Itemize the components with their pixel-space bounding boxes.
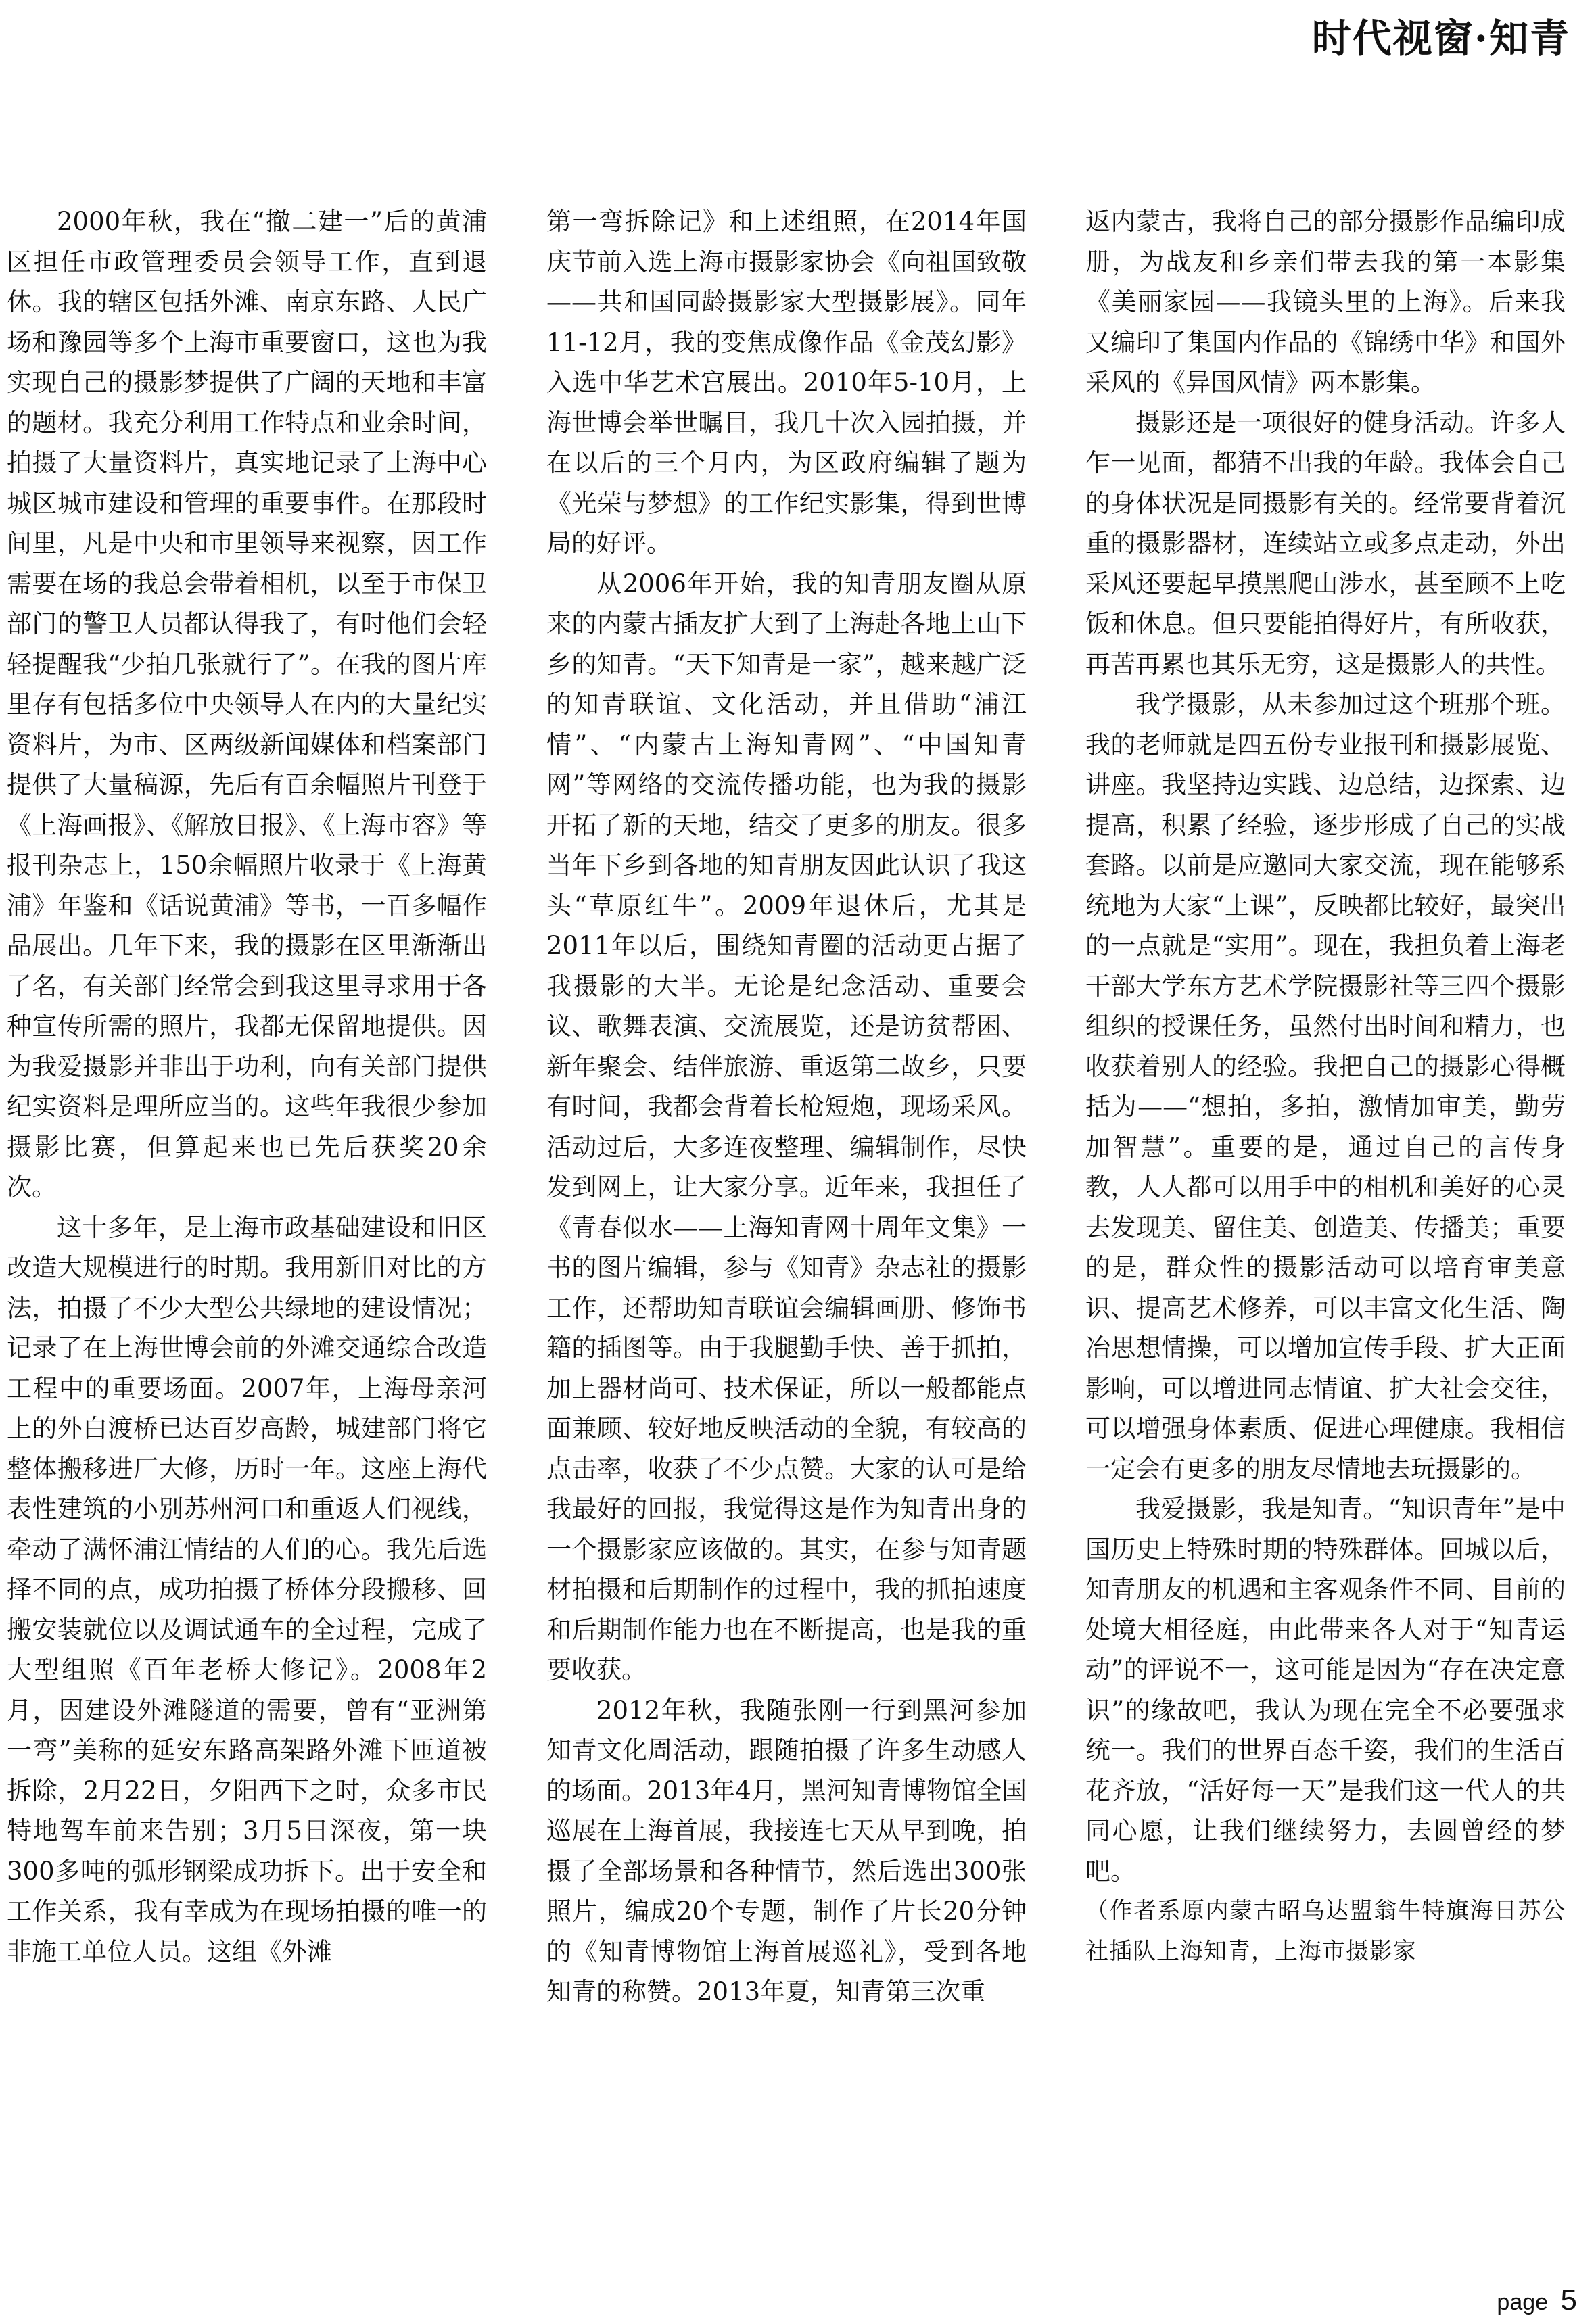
paragraph: 2000年秋，我在“撤二建一”后的黄浦区担任市政管理委员会领导工作，直到退休。我的辖区包括外滩、南京东路、人民广场和豫园等多个上海市重要窗口，这也为我实现自己的摄影梦提供了广阔的天地和丰富的题材。我充分利用工作特点和业余时间，拍摄了大量资料片，真实地记录了上海中心城区城市建设和管理的重要事件。在那段时间里，凡是中央和市里领导来视察，因工作需要在场的我总会带着相机，以至于市保卫部门的警卫人员都认得我了，有时他们会轻轻提醒我“少拍几张就行了”。在我的图片库里存有包括多位中央领导人在内的大量纪实资料片，为市、区两级新闻媒体和档案部门提供了大量稿源，先后有百余幅照片刊登于《上海画报》、《解放日报》、《上海市容》等报刊杂志上，150余幅照片收录于《上海黄浦》年鉴和《话说黄浦》等书，一百多幅作品展出。几年下来，我的摄影在区里渐渐出了名，有关部门经常会到我这里寻求用于各种宣传所需的照片，我都无保留地提供。因为我爱摄影并非出于功利，向有关部门提供纪实资料是理所应当的。这些年我很少参加摄影比赛，但算起来也已先后获奖20余次。: [7, 207, 487, 1202]
paragraph: 我学摄影，从未参加过这个班那个班。我的老师就是四五份专业报刊和摄影展览、讲座。我坚持边实践、边总结，边探索、边提高，积累了经验，逐步形成了自己的实战套路。以前是应邀同大家交流，现在能够系统地为大家“上课”，反映都比较好，最突出的一点就是“实用”。现在，我担负着上海老干部大学东方艺术学院摄影社等三四个摄影组织的授课任务，虽然付出时间和精力，也收获着别人的经验。我把自己的摄影心得概括为——“想拍，多拍，激情加审美，勤劳加智慧”。重要的是，通过自己的言传身教，人人都可以用手中的相机和美好的心灵去发现美、留住美、创造美、传播美；重要的是，群众性的摄影活动可以培育审美意识、提高艺术修养，可以丰富文化生活、陶冶思想情操，可以增加宣传手段、扩大正面影响，可以增进同志情谊、扩大社会交往，可以增强身体素质、促进心理健康。我相信一定会有更多的朋友尽情地去玩摄影的。: [1085, 690, 1566, 1484]
paragraph-continued: 返内蒙古，我将自己的部分摄影作品编印成册，为战友和乡亲们带去我的第一本影集《美丽家园——我镜头里的上海》。后来我又编印了集国内作品的《锦绣中华》和国外采风的《异国风情》两本影集。: [1085, 207, 1566, 397]
paragraph-continued: 第一弯拆除记》和上述组照，在2014年国庆节前入选上海市摄影家协会《向祖国致敬——共和国同龄摄影家大型摄影展》。同年11-12月，我的变焦成像作品《金茂幻影》入选中华艺术宫展出。2010年5-10月，上海世博会举世瞩目，我几十次入园拍摄，并在以后的三个月内，为区政府编辑了题为《光荣与梦想》的工作纪实影集，得到世博局的好评。: [546, 207, 1027, 558]
page-number: 5: [1560, 2283, 1577, 2317]
paragraph: 这十多年，是上海市政基础建设和旧区改造大规模进行的时期。我用新旧对比的方法，拍摄了不少大型公共绿地的建设情况；记录了在上海世博会前的外滩交通综合改造工程中的重要场面。2007年，上海母亲河上的外白渡桥已达百岁高龄，城建部门将它整体搬移进厂大修，历时一年。这座上海代表性建筑的小别苏州河口和重返人们视线，牵动了满怀浦江情结的人们的心。我先后选择不同的点，成功拍摄了桥体分段搬移、回搬安装就位以及调试通车的全过程，完成了大型组照《百年老桥大修记》。2008年2月，因建设外滩隧道的需要，曾有“亚洲第一弯”美称的延安东路高架路外滩下匝道被拆除，2月22日，夕阳西下之时，众多市民特地驾车前来告别；3月5日深夜，第一块300多吨的弧形钢梁成功拆下。出于安全和工作关系，我有幸成为在现场拍摄的唯一的非施工单位人员。这组《外滩: [7, 1212, 487, 1966]
paragraph: 我爱摄影，我是知青。“知识青年”是中国历史上特殊时期的特殊群体。回城以后，知青朋友的机遇和主客观条件不同、目前的处境大相径庭，由此带来各人对于“知青运动”的评说不一，这可能是因为“存在决定意识”的缘故吧，我认为现在完全不必要强求统一。我们的世界百态千姿，我们的生活百花齐放，“活好每一天”是我们这一代人的共同心愿，让我们继续努力，去圆曾经的梦吧。: [1085, 1494, 1566, 1886]
text-column-3: [1085, 201, 1566, 1972]
paragraph: 2012年秋，我随张刚一行到黑河参加知青文化周活动，跟随拍摄了许多生动感人的场面。2013年4月，黑河知青博物馆全国巡展在上海首展，我接连七天从早到晚，拍摄了全部场景和各种情节，然后选出300张照片，编成20个专题，制作了片长20分钟的《知青博物馆上海首展巡礼》，受到各地知青的称赞。2013年夏，知青第三次重: [546, 1695, 1027, 2006]
paragraph: 从2006年开始，我的知青朋友圈从原来的内蒙古插友扩大到了上海赴各地上山下乡的知青。“天下知青是一家”，越来越广泛的知青联谊、文化活动，并且借助“浦江情”、“内蒙古上海知青网”、“中国知青网”等网络的交流传播功能，也为我的摄影开拓了新的天地，结交了更多的朋友。很多当年下乡到各地的知青朋友因此认识了我这头“草原红牛”。2009年退休后，尤其是2011年以后，围绕知青圈的活动更占据了我摄影的大半。无论是纪念活动、重要会议、歌舞表演、交流展览，还是访贫帮困、新年聚会、结伴旅游、重返第二故乡，只要有时间，我都会背着长枪短炮，现场采风。活动过后，大多连夜整理、编辑制作，尽快发到网上，让大家分享。近年来，我担任了《青春似水——上海知青网十周年文集》一书的图片编辑，参与《知青》杂志社的摄影工作，还帮助知青联谊会编辑画册、修饰书籍的插图等。由于我腿勤手快、善于抓拍，加上器材尚可、技术保证，所以一般都能点面兼顾、较好地反映活动的全貌，有较高的点击率，收获了不少点赞。大家的认可是给我最好的回报，我觉得这是作为知青出身的一个摄影家应该做的。其实，在参与知青题材拍摄和后期制作的过程中，我的抓拍速度和后期制作能力也在不断提高，也是我的重要收获。: [546, 569, 1027, 1684]
page-label: page: [1497, 2290, 1549, 2315]
paragraph: 摄影还是一项很好的健身活动。许多人乍一见面，都猜不出我的年龄。我体会自己的身体状况是同摄影有关的。经常要背着沉重的摄影器材，连续站立或多点走动，外出采风还要起早摸黑爬山涉水，甚至顾不上吃饭和休息。但只要能拍得好片，有所收获，再苦再累也其乐无穷，这是摄影人的共性。: [1085, 408, 1566, 679]
author-note: （作者系原内蒙古昭乌达盟翁牛特旗海日苏公社插队上海知青，上海市摄影家: [1085, 1897, 1566, 1965]
page-footer: [1497, 2283, 1577, 2317]
text-column-2: [546, 201, 1027, 2012]
text-column-1: [7, 201, 487, 1972]
section-header: 时代视窗·知青: [1311, 16, 1570, 62]
